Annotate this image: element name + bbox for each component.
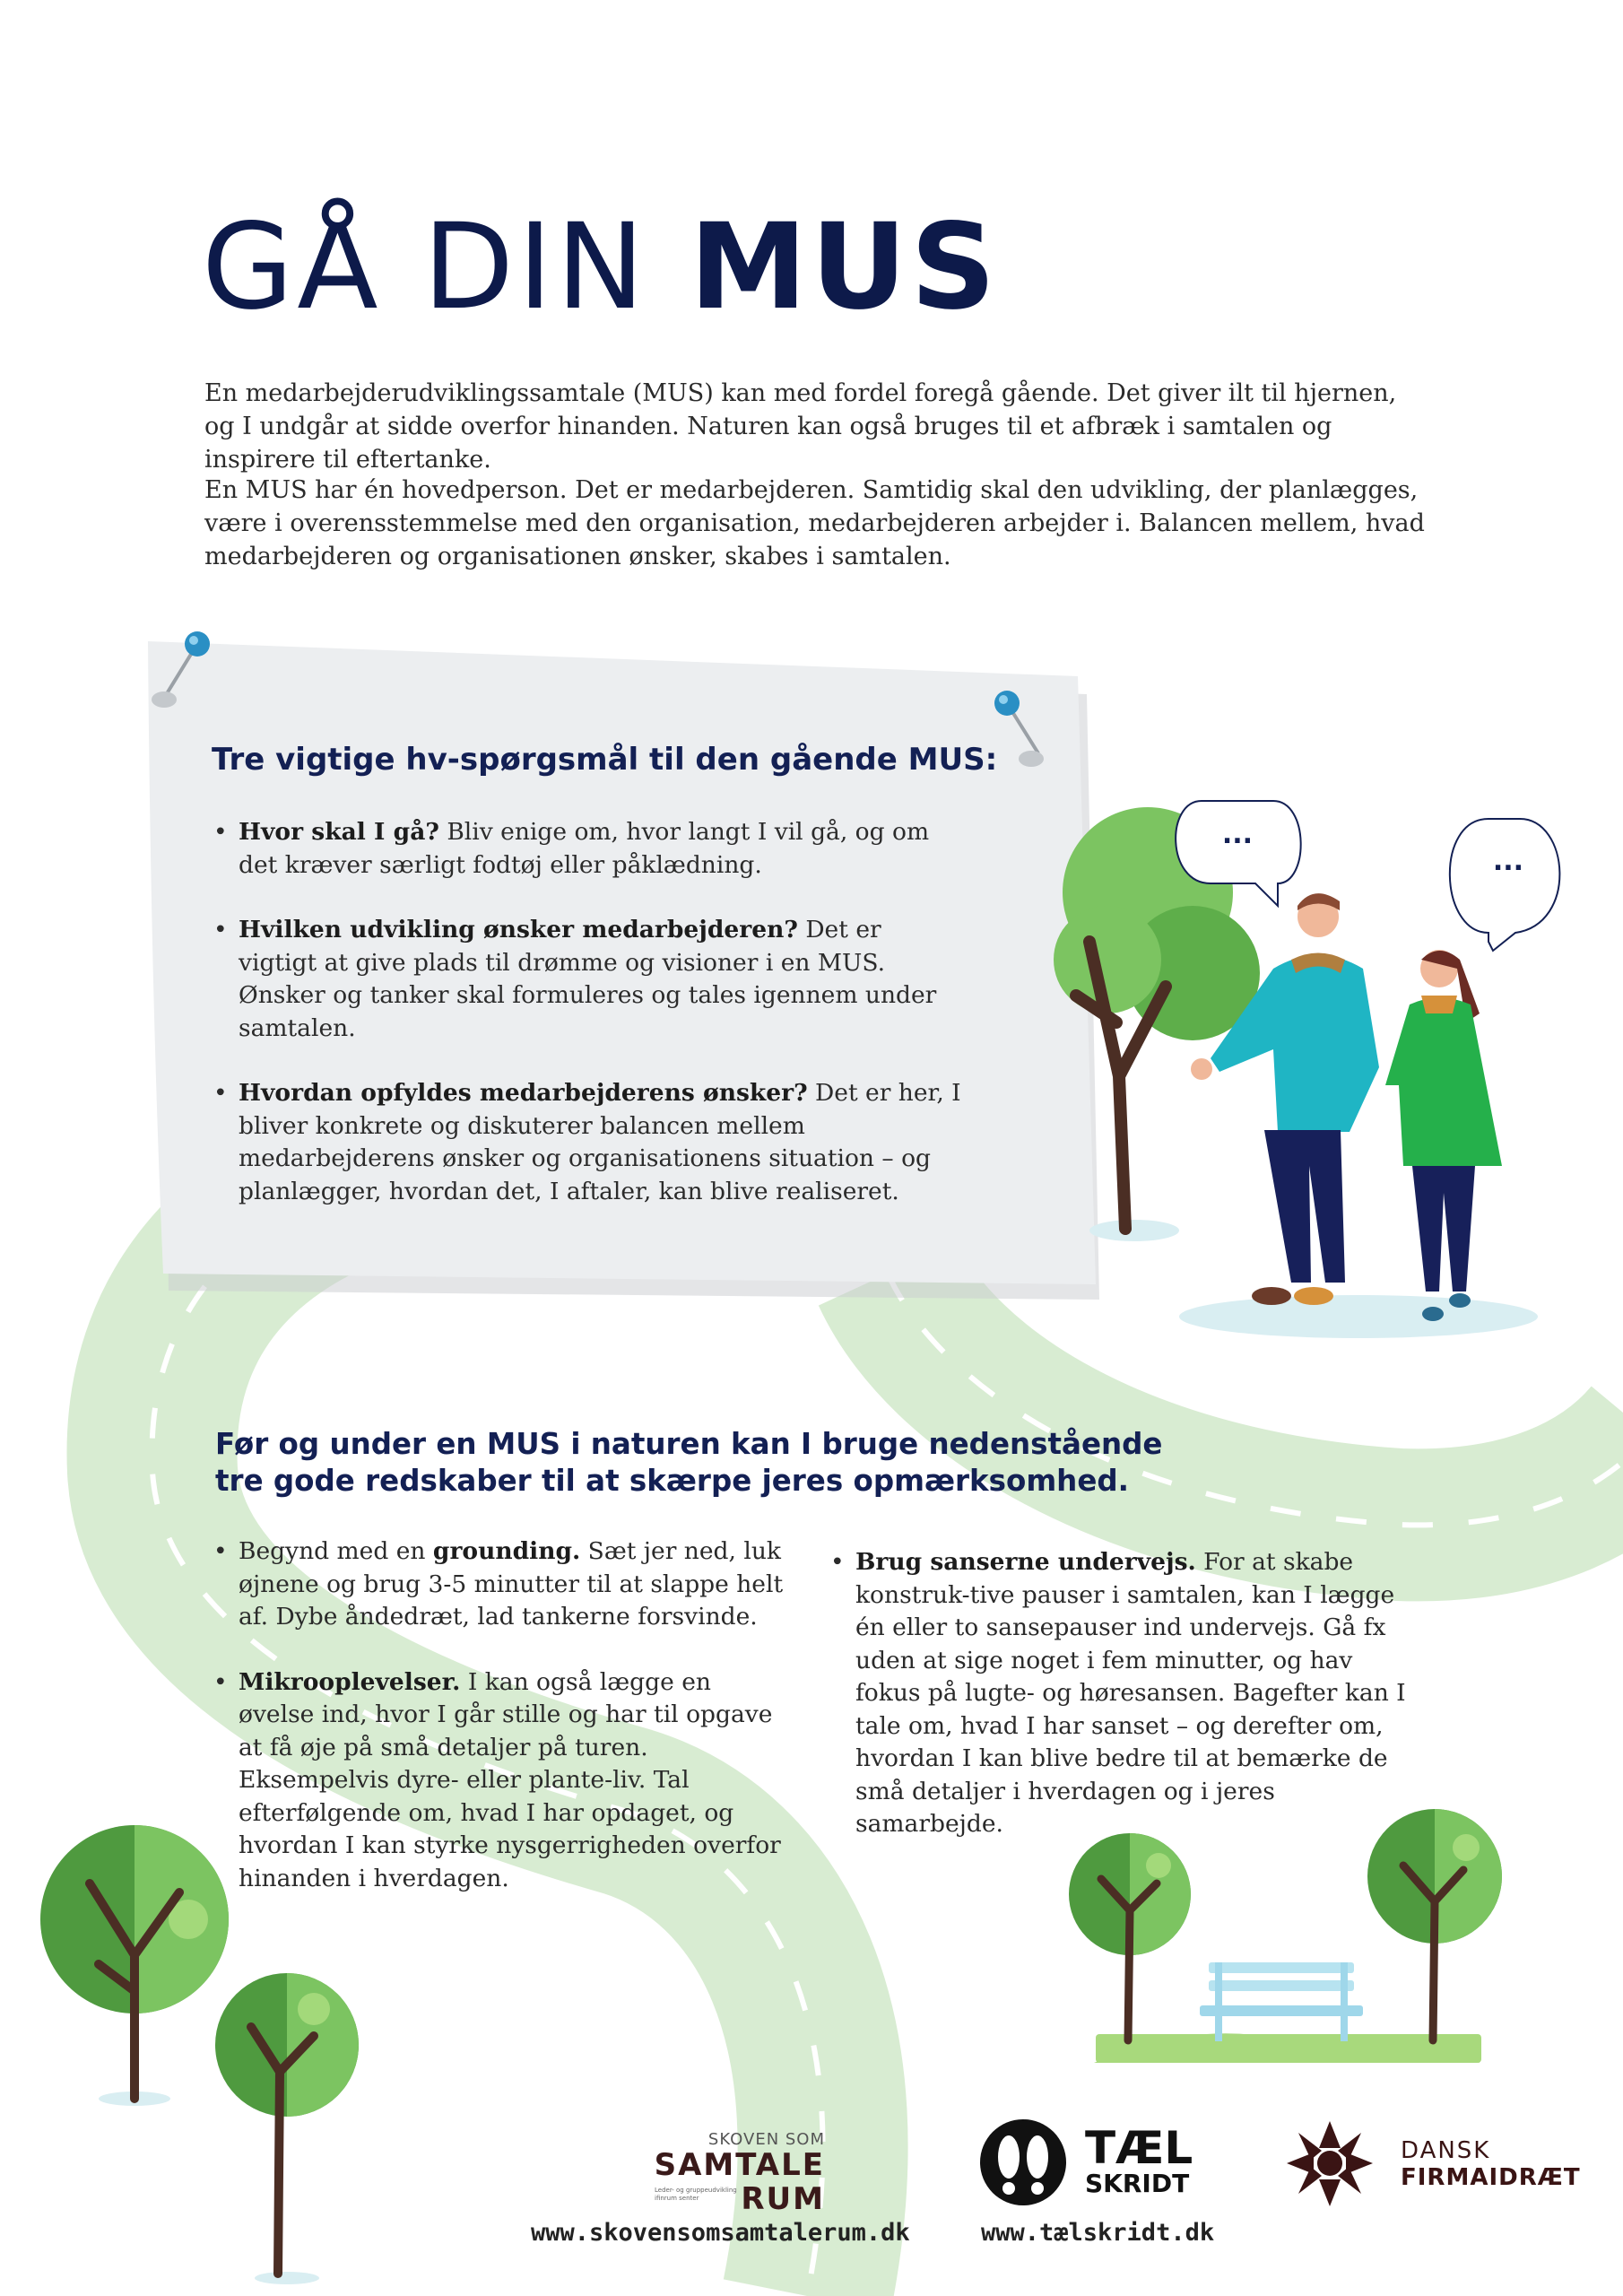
intro-paragraph-1: En medarbejderudviklingssamtale (MUS) kan med fordel foregå gående. Det giver ilt til hjernen, og I undgår at sidde overfor hinanden. Naturen kan også bruges til et afbræk i samtalen og inspirere til eftertanke. xyxy=(204,379,1397,474)
dansk-firmaidraet-logo: DANSK FIRMAIDRÆT xyxy=(1401,2137,1581,2191)
tool-item: • Mikrooplevelser. I kan også lægge en øvelse ind, hvor I går stille og har til opgave at få øje på små detaljer på turen. Eksempelvis dyre- eller plante-liv. Tal efterfølgende om, hvad I har opdaget, og hvordan I kan styrke nysgerrigheden overfor hinanden i hverdagen. xyxy=(239,1666,785,1896)
pin-icon xyxy=(994,691,1020,716)
section-heading-line: Før og under en MUS i naturen kan I bruge nedenstående xyxy=(215,1427,1163,1461)
section-heading xyxy=(215,1426,1162,1500)
speech-bubble-icon xyxy=(1450,819,1560,951)
note-item: • Hvor skal I gå? Bliv enige om, hvor langt I vil gå, og om det kræver særligt fodtøj eller påklædning. xyxy=(239,816,965,882)
taelskridt-logo: TÆL SKRIDT xyxy=(1085,2122,1193,2198)
intro-paragraph-2: En MUS har én hovedperson. Det er medarbejderen. Samtidig skal den udvikling, der planlægges, være i overensstemmelse med den organisation, medarbejderen arbejder i. Balancen mellem, hvad medarbejderen og organisationen ønsker, skabes i samtalen. xyxy=(204,476,1425,570)
note-item: • Hvilken udvikling ønsker medarbejderen? Det er vigtigt at give plads til drømme og visioner i en MUS. Ønsker og tanker skal formuleres og tales igennem under samtalen. xyxy=(239,914,965,1045)
tool-item: • Brug sanserne undervejs. For at skabe konstruk-tive pauser i samtalen, kan I lægge én eller to sansepauser ind undervejs. Gå fx uden at sige noget i fem minutter, og hav fokus på lugte- og høresansen. Bagefter kan I tale om, hvad I har sanset – og derefter om, hvordan I kan blive bedre til at bemærke de små detaljer i hverdagen og i jeres samarbejde. xyxy=(855,1546,1420,1841)
tools-column-left xyxy=(212,1535,785,1927)
title-light: GÅ DIN xyxy=(202,198,690,336)
taelskridt-url[interactable]: www.tælskridt.dk xyxy=(981,2219,1215,2247)
tree-illustration xyxy=(40,1825,229,2106)
footprints-icon xyxy=(980,2119,1066,2205)
firmaidraet-logo-icon xyxy=(1287,2121,1373,2206)
samtalerum-logo: SKOVEN SOM SAMTALE Leder- og gruppeudvikling ifinrum senter RUM xyxy=(654,2130,825,2217)
page-title xyxy=(202,198,1000,336)
samtalerum-url[interactable]: www.skovensomsamtalerum.dk xyxy=(531,2219,910,2247)
tools-column-right xyxy=(829,1546,1420,1874)
speech-bubble-right-text: ... xyxy=(1492,846,1524,877)
speech-bubble-left-text: ... xyxy=(1221,819,1254,850)
note-list xyxy=(212,816,965,1240)
tool-item: • Begynd med en grounding. Sæt jer ned, luk øjnene og brug 3-5 minutter til at slappe helt af. Dybe åndedræt, lad tankerne forsvinde. xyxy=(239,1535,785,1634)
pin-icon xyxy=(185,631,210,657)
note-heading: Tre vigtige hv-spørgsmål til den gående MUS: xyxy=(212,742,998,778)
title-bold: MUS xyxy=(689,198,1000,336)
walking-people-illustration xyxy=(1176,801,1559,1338)
section-heading-line: tre gode redskaber til at skærpe jeres opmærksomhed. xyxy=(215,1464,1129,1498)
tree-illustration xyxy=(215,1973,359,2284)
note-item: • Hvordan opfyldes medarbejderens ønsker? Det er her, I bliver konkrete og diskuterer balancen mellem medarbejderens ønsker og organisationens situation – og planlægger, hvordan det, I aftaler, kan blive realiseret. xyxy=(239,1077,965,1208)
